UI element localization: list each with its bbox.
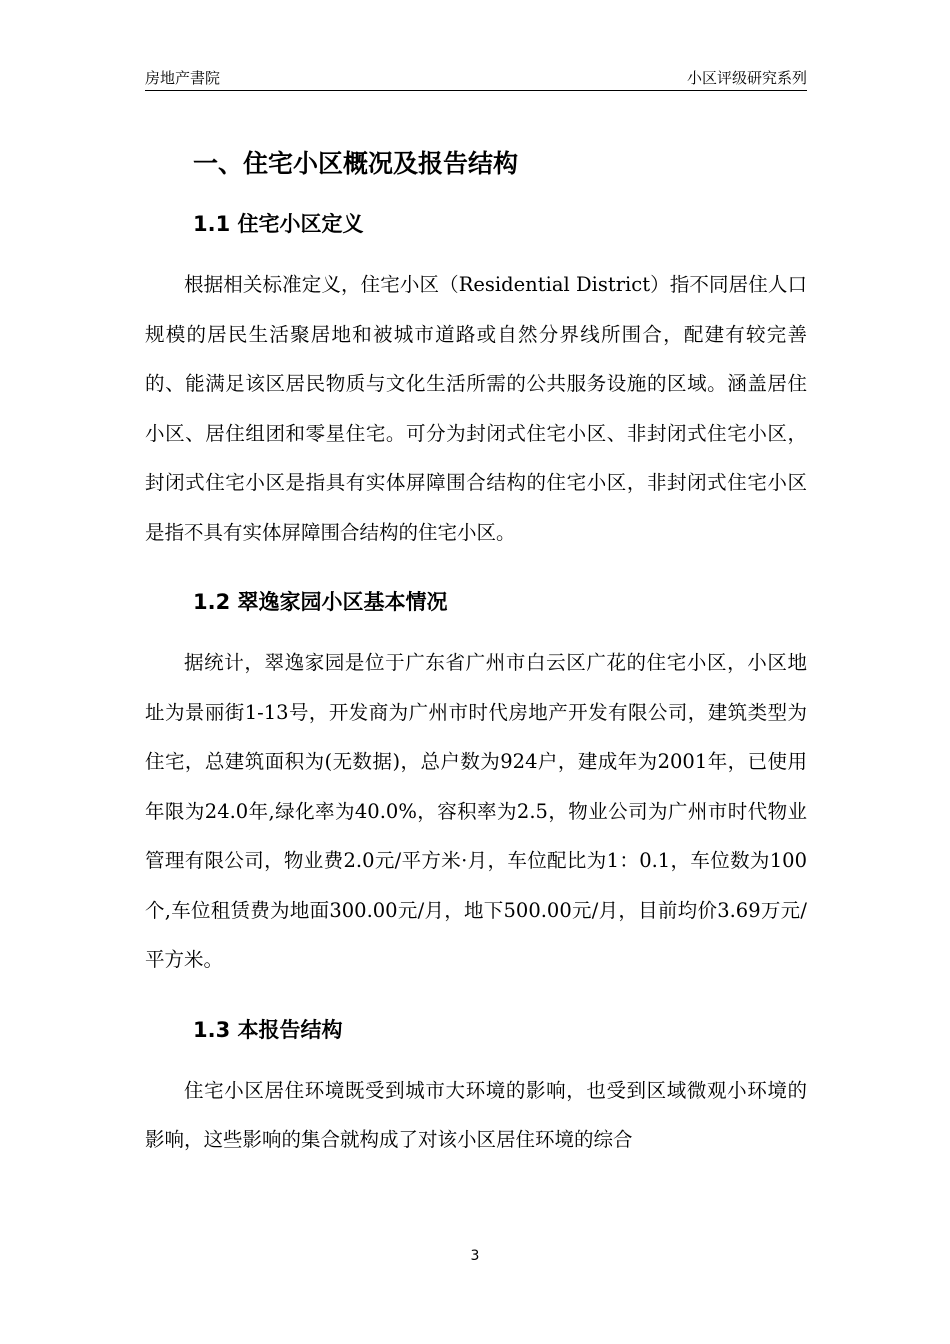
page-number: 3 — [470, 1248, 480, 1264]
section-paragraph-1-3: 住宅小区居住环境既受到城市大环境的影响，也受到区域微观小环境的影响，这些影响的集合就构成了对该小区居住环境的综合 — [145, 1078, 807, 1151]
chapter-title: 一、住宅小区概况及报告结构 — [193, 149, 519, 178]
header-series: 小区评级研究系列 — [686, 69, 807, 87]
section-heading-1-3: 1.3 本报告结构 — [193, 1017, 343, 1042]
header-publisher: 房地产書院 — [145, 69, 221, 87]
page-header — [145, 62, 807, 91]
section-paragraph-1-1: 根据相关标准定义，住宅小区（Residential District）指不同居住人口规模的居民生活聚居地和被城市道路或自然分界线所围合，配建有较完善的、能满足该区居民物质与文化生活所需的公共服务设施的区域。涵盖居住小区、居住组团和零星住宅。可分为封闭式住宅小区、非封闭式住宅小区，封闭式住宅小区是指具有实体屏障围合结构的住宅小区，非封闭式住宅小区是指不具有实体屏障围合结构的住宅小区。 — [145, 273, 807, 544]
section-heading-1-1: 1.1 住宅小区定义 — [193, 212, 364, 236]
section-paragraph-1-2: 据统计，翠逸家园是位于广东省广州市白云区广花的住宅小区，小区地址为景丽街1-13号，开发商为广州市时代房地产开发有限公司，建筑类型为住宅，总建筑面积为(无数据)，总户数为924户，建成年为2001年，已使用年限为24.0年,绿化率为40.0%，容积率为2.5，物业公司为广州市时代物业管理有限公司，物业费2.0元/平方米·月，车位配比为1：0.1，车位数为100个,车位租赁费为地面300.00元/月，地下500.00元/月，目前均价3.69万元/平方米。 — [145, 651, 807, 971]
document-body — [145, 140, 807, 1165]
section-heading-1-2: 1.2 翠逸家园小区基本情况 — [193, 590, 448, 614]
